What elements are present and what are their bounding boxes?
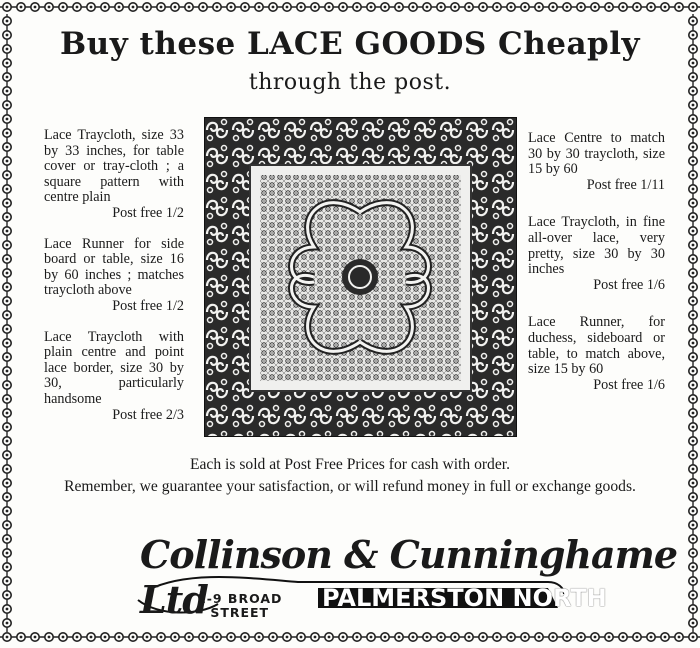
product-item (528, 131, 665, 193)
item-price: Post free 1/6 (593, 376, 665, 393)
address-line: 1-9 BROAD (197, 591, 283, 606)
subheadline: through the post. (248, 70, 452, 95)
item-description: Lace Runner for side board or table, size 16 by 60 inches ; matches traycloth above (44, 235, 184, 299)
item-price: Post free 1/11 (586, 176, 665, 193)
item-price: Post free 1/2 (112, 204, 184, 221)
address-line: STREET (210, 605, 270, 620)
left-column (44, 128, 184, 438)
company-address (197, 592, 282, 620)
item-description: Lace Traycloth with plain centre and point lace border, size 30 by 30, particularly handsome (44, 328, 184, 407)
item-description: Lace Traycloth, size 33 by 33 inches, for table cover or tray-cloth ; a square pattern with centre plain (44, 127, 184, 206)
right-column (528, 131, 665, 408)
company-town: PALMERSTON NORTH (322, 584, 607, 612)
headline: Buy these LACE GOODS Cheaply (59, 26, 641, 62)
product-item (44, 237, 184, 315)
company-name: Collinson & Cunninghame Ltd (140, 532, 678, 622)
item-description: Lace Runner, for duchess, sideboard or table, to match above, size 15 by 60 (528, 314, 665, 378)
footer-line-1: Each is sold at Post Free Prices for cash with order. (189, 456, 511, 473)
item-price: Post free 2/3 (112, 406, 184, 423)
product-item (528, 215, 665, 293)
item-description: Lace Centre to match 30 by 30 traycloth, size 15 by 60 (528, 130, 665, 178)
lace-traycloth-illustration (204, 117, 517, 437)
product-item (528, 315, 665, 393)
item-price: Post free 1/2 (112, 297, 184, 314)
footer-line-2: Remember, we guarantee your satisfaction, or will refund money in full or exchange goods. (64, 478, 636, 495)
product-item (44, 128, 184, 222)
item-description: Lace Traycloth, in fine all-over lace, very pretty, size 30 by 30 inches (528, 214, 665, 278)
item-price: Post free 1/6 (593, 276, 665, 293)
product-item (44, 330, 184, 424)
